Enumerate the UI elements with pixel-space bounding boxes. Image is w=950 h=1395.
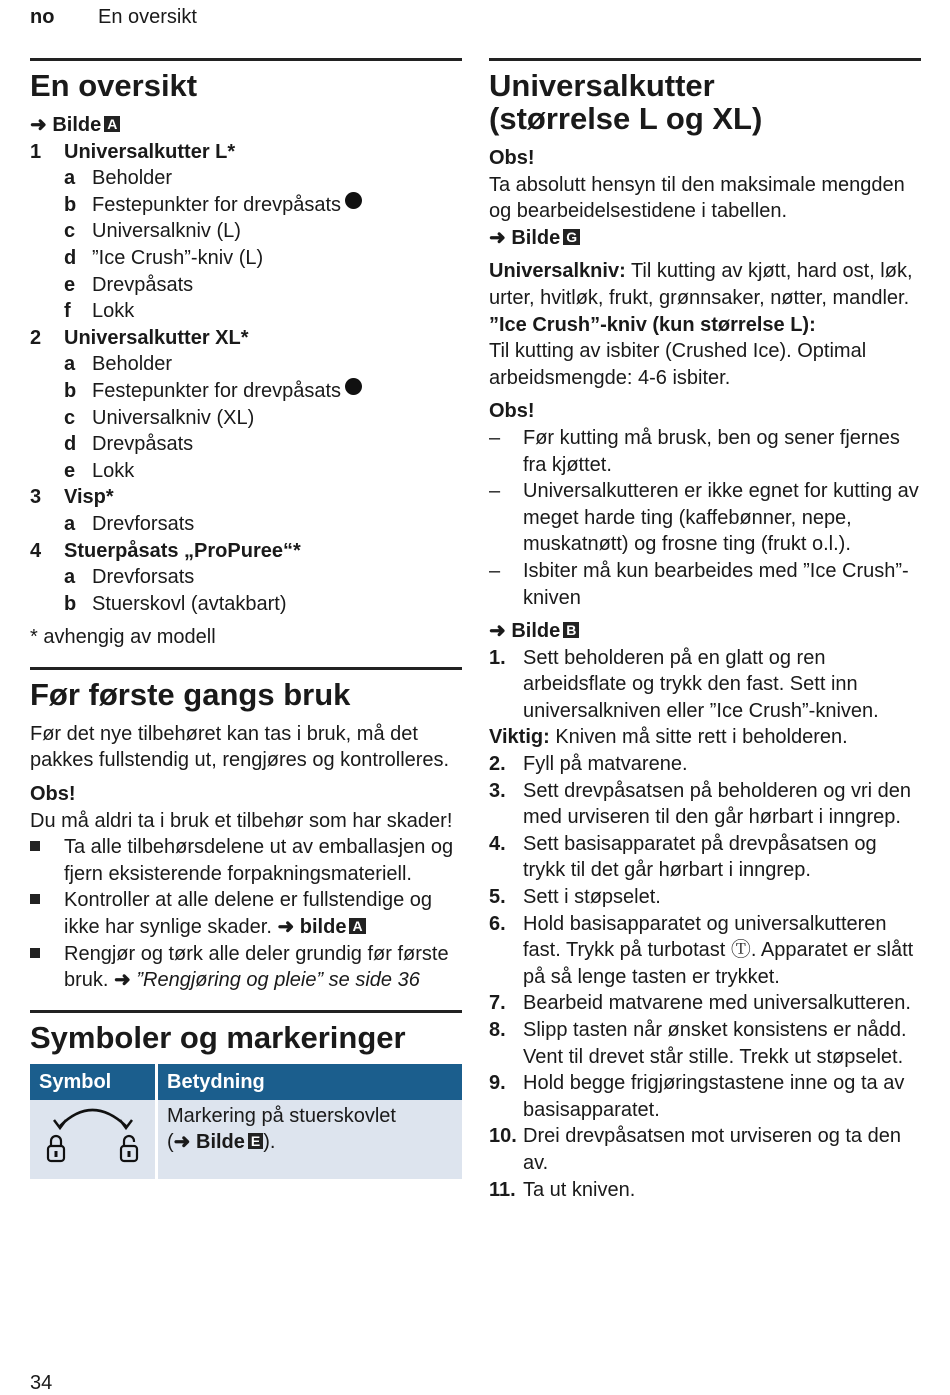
page-number: 34 — [30, 1372, 53, 1394]
knife-description: Universalkniv: Til kutting av kjøtt, hard ost, løk, urter, hvitløk, frukt, grønnsaker, nøtter, mandler. — [489, 260, 913, 309]
figure-ref: ➜ Bilde B — [489, 618, 921, 645]
subitem-text: ”Ice Crush”-kniv (L) — [92, 246, 264, 269]
step-text: Drei drevpåsatsen mot urviseren og ta den av. — [523, 1125, 901, 1174]
first-use-heading: Før første gangs bruk — [30, 676, 351, 712]
step-number: 3. — [489, 779, 506, 802]
list-item: – Før kutting må brusk, ben og sener fjernes fra kjøttet. — [489, 426, 900, 476]
obs-label: Obs! — [489, 147, 535, 169]
overview-subitem — [30, 458, 462, 485]
important-note: Viktig: Kniven må sitte rett i beholderen. — [489, 726, 848, 749]
arrow-right-icon: ➜ — [489, 226, 506, 249]
step-item — [489, 831, 921, 884]
universal-heading: Universalkutter (størrelse L og XL) — [489, 68, 763, 136]
subitem-letter: a — [64, 167, 76, 190]
obs-label: Obs! — [489, 400, 535, 423]
subitem-letter: d — [64, 433, 77, 456]
step-number: 5. — [489, 886, 506, 909]
arrow-right-icon: ➜ — [489, 620, 506, 643]
subitem-letter: d — [64, 246, 77, 269]
overview-subitem — [30, 165, 462, 192]
subitem-letter: a — [64, 566, 76, 589]
item-label: Stuerpåsats „ProPuree“* — [64, 539, 301, 562]
symbols-heading: Symboler og markeringer — [30, 1019, 406, 1055]
subitem-text: Drevpåsats — [92, 433, 194, 456]
overview-subitem — [30, 272, 462, 299]
section-divider — [30, 1010, 462, 1013]
step-text: Hold begge frigjøringstastene inne og ta av basisapparatet. — [523, 1072, 905, 1121]
steps-list — [489, 751, 921, 1203]
figure-key-badge: E — [248, 1133, 263, 1149]
item-label: Universalkutter L* — [64, 140, 236, 163]
item-number: 3 — [30, 486, 42, 509]
item-number: 4 — [30, 539, 42, 562]
section-divider — [30, 58, 462, 61]
subitem-letter: b — [64, 379, 77, 402]
step-number: 2. — [489, 753, 506, 776]
arrow-right-icon: ➜ — [114, 969, 131, 992]
subitem-text: Drevforsats — [92, 512, 195, 535]
overview-subitem — [30, 351, 462, 378]
step-item — [489, 778, 921, 831]
overview-subitem — [30, 431, 462, 458]
step-item — [489, 1123, 921, 1176]
figure-key-badge: G — [563, 229, 580, 245]
subitem-letter: f — [64, 300, 71, 323]
first-use-intro: Før det nye tilbehøret kan tas i bruk, må det pakkes fullstendig ut, rengjøres og kontrolleres. — [30, 722, 450, 772]
ice-crush-label: ”Ice Crush”-kniv (kun størrelse L): — [489, 313, 816, 336]
list-item: – Universalkutteren er ikke egnet for kutting av meget harde ting (kaffebønner, nepe, muskatnøtt) og frosne ting (frukt o.l.). — [489, 480, 919, 556]
lock-unlock-symbol-cell — [30, 1100, 155, 1180]
step-item — [489, 1017, 921, 1070]
step-item — [489, 1070, 921, 1123]
figure-key-badge: A — [349, 918, 365, 934]
table-row — [30, 1100, 462, 1180]
subitem-letter: c — [64, 220, 76, 243]
lock-unlock-rotate-icon — [30, 1100, 155, 1172]
overview-item — [30, 538, 462, 565]
subitem-letter: b — [64, 193, 77, 216]
arrow-right-icon: ➜ — [30, 114, 47, 136]
right-column — [489, 58, 921, 1203]
ref-label: Bilde — [52, 114, 102, 136]
step-text: Slipp tasten når ønsket konsistens er nådd. Vent til drevet står stille. Trekk ut støpselet. — [523, 1019, 907, 1068]
language-code: no — [30, 6, 55, 28]
list-item: Ta alle tilbehørsdelene ut av emballasjen og fjern eksisterende forpakningsmateriell. — [30, 834, 462, 887]
step-text: Ta ut kniven. — [523, 1178, 636, 1201]
obs-text: Du må aldri ta i bruk et tilbehør som har skader! — [30, 809, 453, 832]
table-header-symbol: Symbol — [30, 1064, 155, 1100]
step-number: 8. — [489, 1019, 506, 1041]
attachment-point-dot-icon — [345, 192, 362, 209]
list-item: Rengjør og tørk alle deler grundig før første bruk. ➜ ”Rengjøring og pleie” se side 36 — [30, 941, 462, 994]
subitem-text: Drevpåsats — [92, 273, 194, 296]
symbols-table — [27, 1064, 465, 1180]
figure-key-badge: B — [563, 622, 579, 638]
subitem-letter: b — [64, 592, 77, 615]
overview-subitem — [30, 564, 462, 591]
subitem-text: Universalkniv (L) — [92, 220, 241, 243]
square-bullet-icon — [30, 887, 64, 940]
overview-subitem — [30, 192, 462, 219]
item-label: Universalkutter XL* — [64, 326, 249, 349]
subitem-text: Festepunkter for drevpåsats — [92, 379, 342, 402]
subitem-letter: c — [64, 406, 76, 429]
figure-key-badge: A — [104, 116, 120, 132]
step-text: Sett drevpåsatsen på beholderen og vri den med urviseren til den går hørbart i inngrep. — [523, 779, 912, 829]
attachment-point-dot-icon — [345, 378, 362, 395]
arrow-right-icon: ➜ — [277, 916, 295, 939]
figure-ref: ➜ Bilde G — [489, 225, 921, 252]
overview-item — [30, 139, 462, 166]
step-number: 9. — [489, 1072, 506, 1095]
square-bullet-icon — [30, 941, 64, 994]
overview-subitem — [30, 405, 462, 432]
step-text: Fyll på matvarene. — [523, 753, 688, 776]
overview-item — [30, 325, 462, 352]
ref-link[interactable]: bilde — [299, 916, 347, 939]
step-number: 7. — [489, 992, 506, 1015]
step-number: 11. — [489, 1178, 516, 1201]
overview-subitem — [30, 298, 462, 325]
subitem-text: Stuerskovl (avtakbart) — [92, 592, 287, 615]
step-item: 1. Sett beholderen på en glatt og ren arbeidsflate og trykk den fast. Sett inn universalkniven eller ”Ice Crush”-kniven. — [489, 646, 879, 722]
obs-label: Obs! — [30, 783, 76, 806]
ice-crush-text: Til kutting av isbiter (Crushed Ice). Optimal arbeidsmengde: 4-6 isbiter. — [489, 340, 867, 389]
step-number: 10. — [489, 1125, 517, 1148]
step-item — [489, 990, 921, 1017]
table-header-meaning: Betydning — [158, 1064, 462, 1100]
step-text: Hold basisapparatet og universalkutteren fast. Trykk på turbotast Ⓣ. Apparatet er slått på så lenge tasten er trykket. — [523, 912, 914, 988]
item-number: 1 — [30, 140, 42, 163]
step-text: Sett i støpselet. — [523, 886, 661, 909]
overview-subitem — [30, 511, 462, 538]
obs-text: Ta absolutt hensyn til den maksimale mengden og bearbeidelsestidene i tabellen. — [489, 173, 905, 223]
overview-ref — [30, 112, 462, 139]
list-item: Kontroller at alle delene er fullstendige og ikke har synlige skader. ➜ bilde A — [30, 887, 462, 940]
step-text: Bearbeid matvarene med universalkutteren. — [523, 992, 911, 1015]
item-label: Visp* — [64, 486, 114, 509]
subitem-text: Beholder — [92, 353, 173, 376]
subitem-letter: a — [64, 353, 76, 376]
step-number: 6. — [489, 912, 506, 935]
subitem-letter: a — [64, 512, 76, 535]
overview-item — [30, 484, 462, 511]
overview-subitem — [30, 218, 462, 245]
subitem-text: Lokk — [92, 300, 135, 323]
subitem-text: Festepunkter for drevpåsats — [92, 193, 342, 216]
cross-reference-link[interactable]: ”Rengjøring og pleie” se side 36 — [136, 969, 420, 992]
overview-list — [30, 139, 462, 618]
step-item — [489, 751, 921, 778]
overview-heading: En oversikt — [30, 68, 198, 103]
arrow-right-icon: ➜ — [173, 1131, 191, 1154]
subitem-text: Universalkniv (XL) — [92, 406, 255, 429]
overview-subitem — [30, 378, 462, 405]
section-divider — [30, 667, 462, 670]
overview-subitem — [30, 245, 462, 272]
subitem-text: Lokk — [92, 459, 135, 482]
subitem-text: Drevforsats — [92, 566, 195, 589]
subitem-text: Beholder — [92, 167, 173, 190]
symbol-meaning-cell: Markering på stuerskovlet (➜ Bilde E ). — [158, 1100, 462, 1180]
item-number: 2 — [30, 326, 42, 349]
subitem-letter: e — [64, 459, 76, 482]
step-number: 4. — [489, 832, 506, 855]
left-column — [30, 58, 462, 1179]
overview-subitem — [30, 591, 462, 618]
step-item — [489, 911, 921, 991]
subitem-letter: e — [64, 273, 76, 296]
step-item — [489, 1177, 921, 1204]
section-divider — [489, 58, 921, 61]
square-bullet-icon — [30, 834, 64, 887]
header-title: En oversikt — [98, 6, 197, 28]
list-item: – Isbiter må kun bearbeides med ”Ice Crush”-kniven — [489, 559, 909, 609]
step-item — [489, 884, 921, 911]
footnote: * avhengig av modell — [30, 626, 216, 649]
page-header — [30, 6, 197, 29]
step-text: Sett basisapparatet på drevpåsatsen og trykk til det går hørbart i inngrep. — [523, 832, 877, 882]
